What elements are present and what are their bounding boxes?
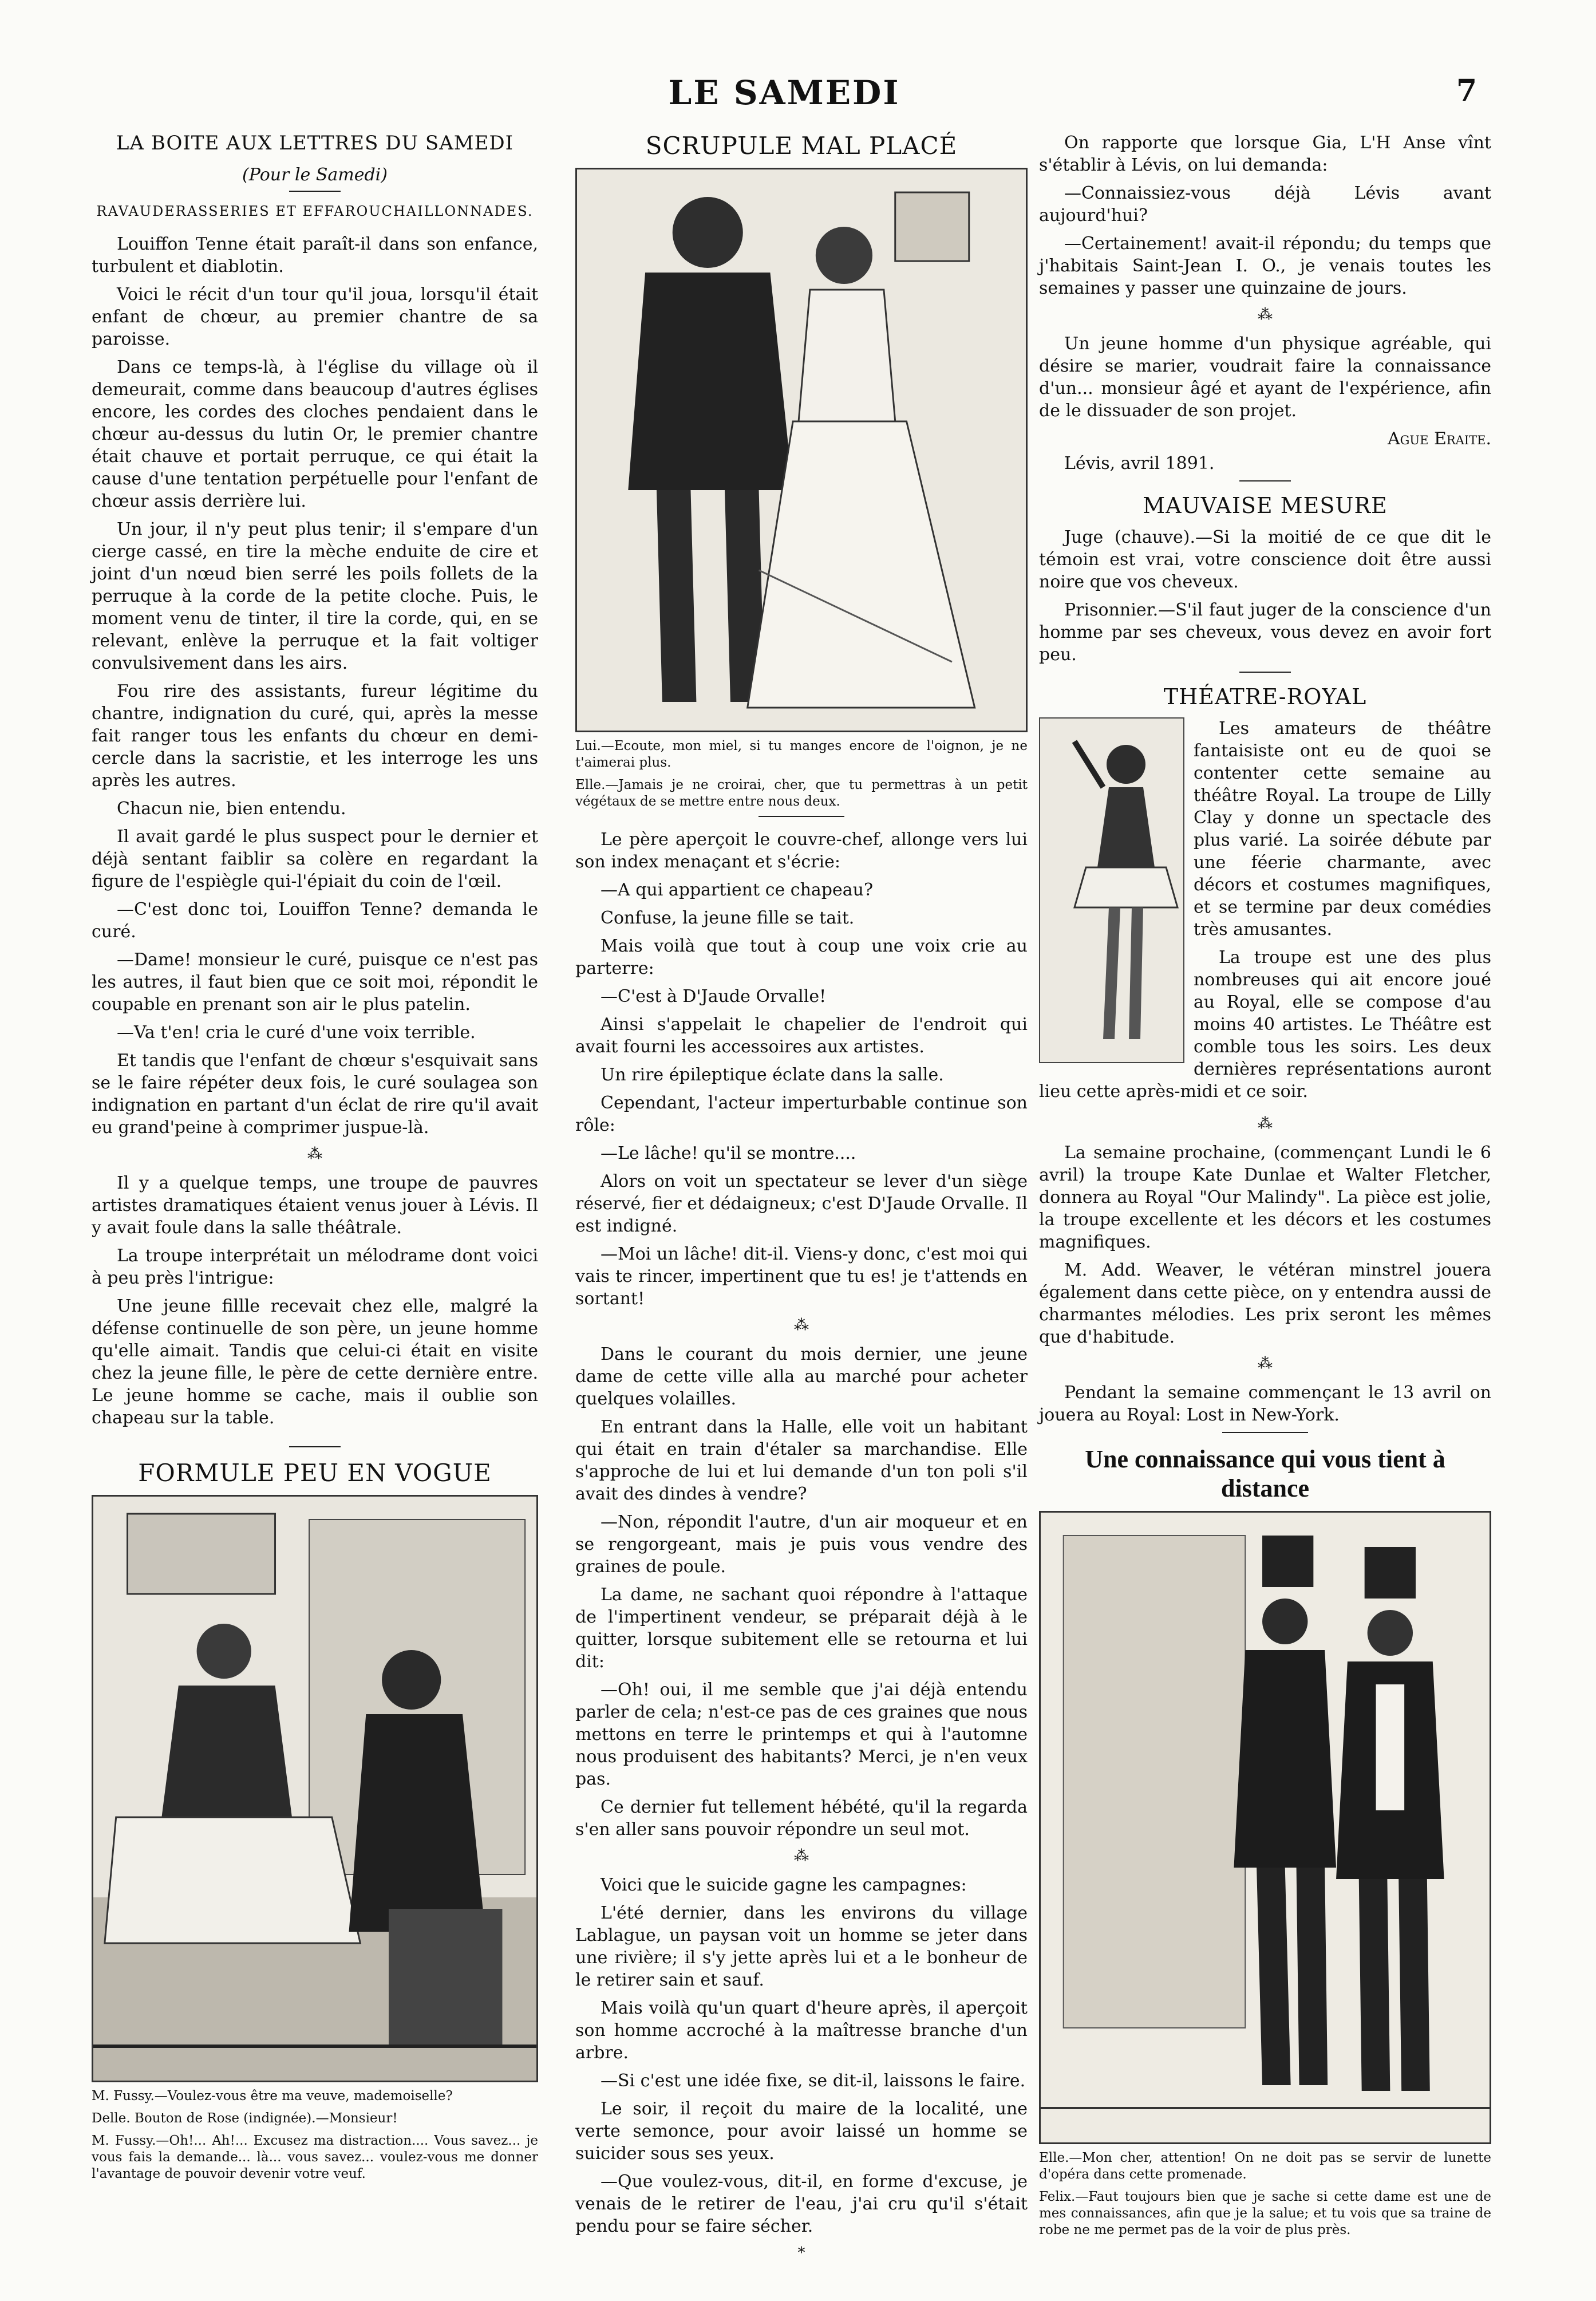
divider xyxy=(289,191,341,192)
article-title-theatre: THÉATRE-ROYAL xyxy=(1163,684,1367,709)
paragraph: —Le lâche! qu'il se montre.... xyxy=(601,1143,856,1163)
paragraph: —Va t'en! cria le curé d'une voix terrible. xyxy=(117,1023,476,1043)
paragraph: L'été dernier, dans les environs du village Lablague, un paysan voit un homme se jeter dans une rivière; il s'y jette après lui et a le bonheur de le retirer sain et sauf. xyxy=(575,1903,1028,1990)
caption-line: Elle.—Mon cher, attention! On ne doit pas se servir de lunette d'opéra dans cette promenade. xyxy=(1039,2150,1491,2182)
article-body-col3-2 xyxy=(1039,333,1491,422)
paragraph: M. Add. Weaver, le vétéran minstrel jouera également dans cette pièce, on y entendra aussi de charmantes mélodies. Les prix seront les mêmes que d'habitude. xyxy=(1039,1260,1491,1347)
paragraph: Un rire épileptique éclate dans la salle. xyxy=(601,1065,944,1085)
paragraph: Prisonnier.—S'il faut juger de la conscience d'un homme par ses cheveux, vous devez en avoir fort peu. xyxy=(1039,600,1491,665)
paragraph: —Dame! monsieur le curé, puisque ce n'est pas les autres, il faut bien que ce soit moi, répondit le coupable en prenant son air le plus patelin. xyxy=(92,950,538,1015)
article-title-formule: FORMULE PEU EN VOGUE xyxy=(138,1459,492,1487)
page-number: 7 xyxy=(1456,73,1477,108)
signature: Ague Eraite. xyxy=(1387,429,1491,449)
article-title-boite: LA BOITE AUX LETTRES DU SAMEDI xyxy=(116,132,514,155)
paragraph: Mais voilà que tout à coup une voix crie au parterre: xyxy=(575,936,1028,978)
paragraph: Mais voilà qu'un quart d'heure après, il aperçoit son homme accroché à la maîtresse branche d'un arbre. xyxy=(575,1998,1028,2063)
column-2 xyxy=(575,132,1028,2271)
dateline: Lévis, avril 1891. xyxy=(1064,453,1215,473)
paragraph: Cependant, l'acteur imperturbable continue son rôle: xyxy=(575,1093,1028,1135)
asterism: ⁂ xyxy=(307,1146,322,1163)
paragraph: —C'est à D'Jaude Orvalle! xyxy=(601,986,827,1007)
article-body-col2-3 xyxy=(575,1874,1028,2237)
illustration-dancer xyxy=(1039,717,1184,1063)
paragraph: Alors on voit un spectateur se lever d'un siège réservé, fier et dédaigneux; c'est D'Jaude Orvalle. Il est indigné. xyxy=(575,1171,1028,1236)
footer-mark: * xyxy=(797,2244,805,2261)
asterism: ⁂ xyxy=(1258,306,1273,323)
divider xyxy=(1239,672,1291,673)
article-kicker: RAVAUDERASSERIES ET EFFAROUCHAILLONNADES. xyxy=(96,203,534,219)
paragraph: Un jeune homme d'un physique agréable, qui désire se marier, voudrait faire la connaissance d'un... monsieur âgé et ayant de l'expérience, afin de le dissuader de son projet. xyxy=(1039,334,1491,421)
divider xyxy=(1222,1432,1308,1433)
paragraph: La troupe interprétait un mélodrame dont voici à peu près l'intrigue: xyxy=(92,1246,538,1288)
article-body-boite xyxy=(92,233,538,1139)
article-title-connaissance: Une connaissance qui vous tient à distance xyxy=(1085,1445,1445,1502)
illustration-connaissance xyxy=(1039,1511,1491,2144)
paragraph: On rapporte que lorsque Gia, L'H Anse vînt s'établir à Lévis, on lui demanda: xyxy=(1039,133,1491,175)
paragraph: Fou rire des assistants, fureur légitime du chantre, indignation du curé, qui, après la messe fait ranger tous les enfants du chœur en demi-cercle dans la sacristie, et les interroge les uns après les autres. xyxy=(92,681,538,791)
caption-line: Elle.—Jamais je ne croirai, cher, que tu permettras à un petit végétaux de se mettre entre nous deux. xyxy=(575,777,1028,809)
asterism: ⁂ xyxy=(794,1317,809,1334)
paragraph: Voici le récit d'un tour qu'il joua, lorsqu'il était enfant de chœur, au premier chantre de sa paroisse. xyxy=(92,285,538,349)
paragraph: —Si c'est une idée fixe, se dit-il, laissons le faire. xyxy=(601,2071,1026,2091)
engraving-two-gentlemen xyxy=(1041,1513,1490,2142)
paragraph: Un jour, il n'y peut plus tenir; il s'empare d'un cierge cassé, en tire la mèche enduite de cire et joint d'un nœud bien serré les poils follets de la perruque à la corde de la petite cloche. Puis, le moment venu de tinter, il tire la corde, qui, en se relevant, enlève la perruque et la fait voltiger convulsivement dans les airs. xyxy=(92,519,538,673)
paragraph: Le père aperçoit le couvre-chef, allonge vers lui son index menaçant et s'écrie: xyxy=(575,830,1028,872)
engraving-dancer xyxy=(1040,719,1183,1062)
paragraph: La troupe est une des plus nombreuses qui ait encore joué au Royal, elle se compose d'au moins 40 artistes. Le Théâtre est comble tous les soirs. Les deux dernières représentations auront lieu cette après-midi et ce soir. xyxy=(1039,948,1491,1102)
paragraph: Pendant la semaine commençant le 13 avril on jouera au Royal: Lost in New-York. xyxy=(1039,1383,1491,1425)
asterism: ⁂ xyxy=(794,1848,809,1865)
theatre-block xyxy=(1039,717,1491,1103)
article-body-col2-2 xyxy=(575,1343,1028,1841)
article-body-boite-2 xyxy=(92,1172,538,1429)
caption-scrupule xyxy=(575,738,1028,810)
paragraph: —Certainement! avait-il répondu; du temps que j'habitais Saint-Jean I. O., je venais toutes les semaines y passer une quinzaine de jours. xyxy=(1039,234,1491,298)
column-1 xyxy=(92,132,538,2187)
article-body-theatre-3 xyxy=(1039,1382,1491,1426)
paragraph: Et tandis que l'enfant de chœur s'esquivait sans se le faire répéter deux fois, le curé soulagea son indignation en partant d'un éclat de rire qu'il avait eu grand'peine à comprimer juspue-là. xyxy=(92,1051,538,1138)
paragraph: —Moi un lâche! dit-il. Viens-y donc, c'est moi qui vais te rincer, impertinent que tu es! je t'attends en sortant! xyxy=(575,1244,1028,1309)
divider xyxy=(759,816,844,817)
article-subtitle: (Pour le Samedi) xyxy=(242,165,388,185)
article-title-mauvaise: MAUVAISE MESURE xyxy=(1143,493,1388,518)
engraving-couple-standing xyxy=(577,169,1026,731)
article-body-col3 xyxy=(1039,132,1491,299)
newspaper-title: LE SAMEDI xyxy=(668,73,900,112)
divider xyxy=(1239,480,1291,481)
caption-line: Felix.—Faut toujours bien que je sache si cette dame est une de mes connaissances, afin que je la salue; et tu vois que sa traine de robe ne me permet pas de la voir de plus près. xyxy=(1039,2189,1491,2237)
caption-formule xyxy=(92,2088,538,2182)
article-title-scrupule: SCRUPULE MAL PLACÉ xyxy=(645,132,958,160)
paragraph: —Que voulez-vous, dit-il, en forme d'excuse, je venais de le retirer de l'eau, j'ai cru qu'il s'était pendu pour se faire sécher. xyxy=(575,2172,1028,2236)
paragraph: —Connaissiez-vous déjà Lévis avant aujourd'hui? xyxy=(1039,183,1491,226)
paragraph: Ainsi s'appelait le chapelier de l'endroit qui avait fourni les accessoires aux artistes. xyxy=(575,1015,1028,1057)
caption-connaissance xyxy=(1039,2150,1491,2239)
caption-line: Lui.—Ecoute, mon miel, si tu manges encore de l'oignon, je ne t'aimerai plus. xyxy=(575,739,1028,770)
illustration-formule xyxy=(92,1495,538,2082)
paragraph: La semaine prochaine, (commençant Lundi le 6 avril) la troupe Kate Dunlae et Walter Fletcher, donnera au Royal "Our Malindy". La pièce est jolie, la troupe excellente et les décors et les costumes magnifiques. xyxy=(1039,1143,1491,1252)
asterism: ⁂ xyxy=(1258,1115,1273,1132)
column-3 xyxy=(1039,132,1491,2243)
paragraph: —Non, répondit l'autre, d'un air moqueur et en se rengorgeant, mais je puis vous vendre des graines de poule. xyxy=(575,1512,1028,1577)
article-body-mauvaise xyxy=(1039,526,1491,666)
paragraph: Les amateurs de théâtre fantaisiste ont eu de quoi se contenter cette semaine au théâtre Royal. La troupe de Lilly Clay y donne un spectacle des plus varié. La soirée débute par une féerie charmante, avec décors et costumes magnifiques, et se termine par deux comédies très amusantes. xyxy=(1194,719,1491,940)
masthead xyxy=(92,73,1477,119)
paragraph: Chacun nie, bien entendu. xyxy=(117,799,346,819)
paragraph: Confuse, la jeune fille se tait. xyxy=(601,908,855,928)
paragraph: —A qui appartient ce chapeau? xyxy=(601,880,874,900)
paragraph: Juge (chauve).—Si la moitié de ce que dit le témoin est vrai, votre conscience doit être aussi noire que vos cheveux. xyxy=(1039,527,1491,592)
paragraph: En entrant dans la Halle, elle voit un habitant qui était en train d'étaler sa marchandise. Elle s'approche de lui et lui demande d'un ton poli s'il avait des dindes à vendre? xyxy=(575,1417,1028,1504)
asterism: ⁂ xyxy=(1258,1355,1273,1372)
paragraph: —Oh! oui, il me semble que j'ai déjà entendu parler de cela; n'est-ce pas de ces graines que nous mettons en terre le printemps et qui à l'automne nous produisent des habitants? Merci, je n'en veux pas. xyxy=(575,1680,1028,1789)
article-body-col2 xyxy=(575,828,1028,1310)
divider xyxy=(289,1446,341,1447)
paragraph: Ce dernier fut tellement hébété, qu'il la regarda s'en aller sans pouvoir répondre un seul mot. xyxy=(575,1797,1028,1840)
paragraph: Louiffon Tenne était paraît-il dans son enfance, turbulent et diablotin. xyxy=(92,234,538,277)
paragraph: Dans le courant du mois dernier, une jeune dame de cette ville alla au marché pour acheter quelques volailles. xyxy=(575,1344,1028,1409)
caption-line: M. Fussy.—Voulez-vous être ma veuve, mademoiselle? xyxy=(92,2089,453,2103)
paragraph: Voici que le suicide gagne les campagnes: xyxy=(601,1875,967,1895)
engraving-couple-seated xyxy=(93,1497,536,2081)
paragraph: La dame, ne sachant quoi répondre à l'attaque de l'impertinent vendeur, se préparait déjà à le quitter, lorsque subitement elle se retourna et lui dit: xyxy=(575,1585,1028,1672)
illustration-scrupule xyxy=(575,168,1028,732)
paragraph: Une jeune fillle recevait chez elle, malgré la défense continuelle de son père, un jeune homme qu'elle aimait. Tandis que celui-ci était en visite chez la jeune fille, le père de cette dernière entre. Le jeune homme se cache, mais il oublie son chapeau sur la table. xyxy=(92,1296,538,1428)
paragraph: Le soir, il reçoit du maire de la localité, une verte semonce, pour avoir laissé un homme se suicider sous ses yeux. xyxy=(575,2099,1028,2164)
paragraph: Dans ce temps-là, à l'église du village où il demeurait, comme dans beaucoup d'autres églises encore, les cordes des cloches pendaient dans le chœur au-dessus du lutin Or, le premier chantre était chauve et portait perruque, ce qui était la cause d'une tentation perpétuelle pour l'enfant de chœur assis derrière lui. xyxy=(92,357,538,511)
caption-line: M. Fussy.—Oh!... Ah!... Excusez ma distraction.... Vous savez... je vous fais la demande... là... vous savez... voulez-vous me donner l'avantage de pouvoir devenir votre veuf. xyxy=(92,2133,538,2181)
paragraph: Il avait gardé le plus suspect pour le dernier et déjà sentant faiblir sa colère en regardant la figure de l'espiègle qui-l'épiait du coin de l'œil. xyxy=(92,827,538,891)
paragraph: Il y a quelque temps, une troupe de pauvres artistes dramatiques étaient venus jouer à Lévis. Il y avait foule dans la salle théâtrale. xyxy=(92,1173,538,1238)
article-body-theatre-2 xyxy=(1039,1142,1491,1348)
paragraph: —C'est donc toi, Louiffon Tenne? demanda le curé. xyxy=(92,899,538,942)
caption-line: Delle. Bouton de Rose (indignée).—Monsieur! xyxy=(92,2111,398,2126)
